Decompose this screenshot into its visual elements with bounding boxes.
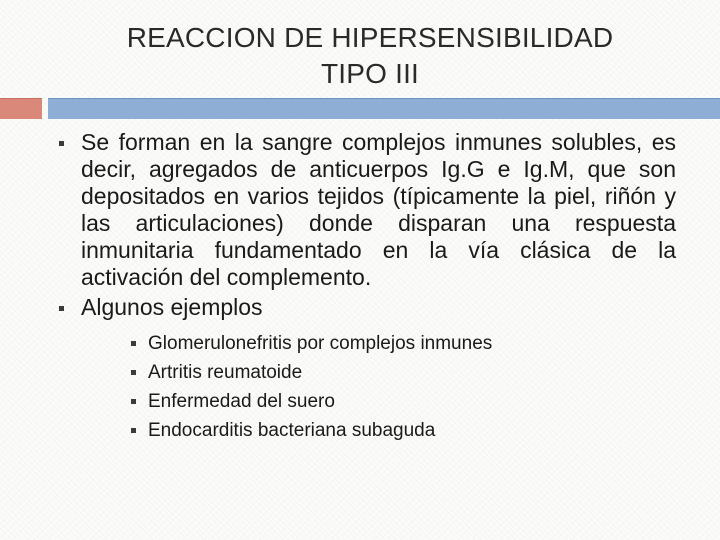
slide-body [50,129,676,445]
examples-list [50,329,676,445]
example-item [131,416,676,445]
example-item [131,329,676,358]
slide-title-line-1: REACCION DE HIPERSENSIBILIDAD [126,22,614,53]
example-item [131,358,676,387]
example-text: Endocarditis bacteriana subaguda [148,420,436,441]
example-item [131,387,676,416]
example-text: Glomerulonefritis por complejos inmunes [148,333,493,354]
bullet-text: Se forman en la sangre complejos inmunes solubles, es decir, agregados de anticuerpos Ig.G e Ig.M, que son depositados en varios tejidos (típicamente la piel, riñón y las articulaciones) donde disparan una respuesta inmunitaria fundamentado en la vía clásica de la activación del complemento. [81,129,676,290]
square-bullet-icon [131,399,136,404]
bullet-item [50,294,676,321]
square-bullet-icon [131,370,136,375]
slide-title [60,20,680,92]
square-bullet-icon [59,306,64,311]
bullet-item [50,129,676,291]
bullet-text: Algunos ejemplos [81,294,263,320]
square-bullet-icon [131,341,136,346]
slide-title-line-2: TIPO III [320,58,420,89]
example-text: Enfermedad del suero [148,391,335,412]
example-text: Artritis reumatoide [148,362,303,383]
square-bullet-icon [131,428,136,433]
accent-bar-blue [48,98,720,119]
accent-bar-red [0,98,42,119]
square-bullet-icon [59,141,64,146]
